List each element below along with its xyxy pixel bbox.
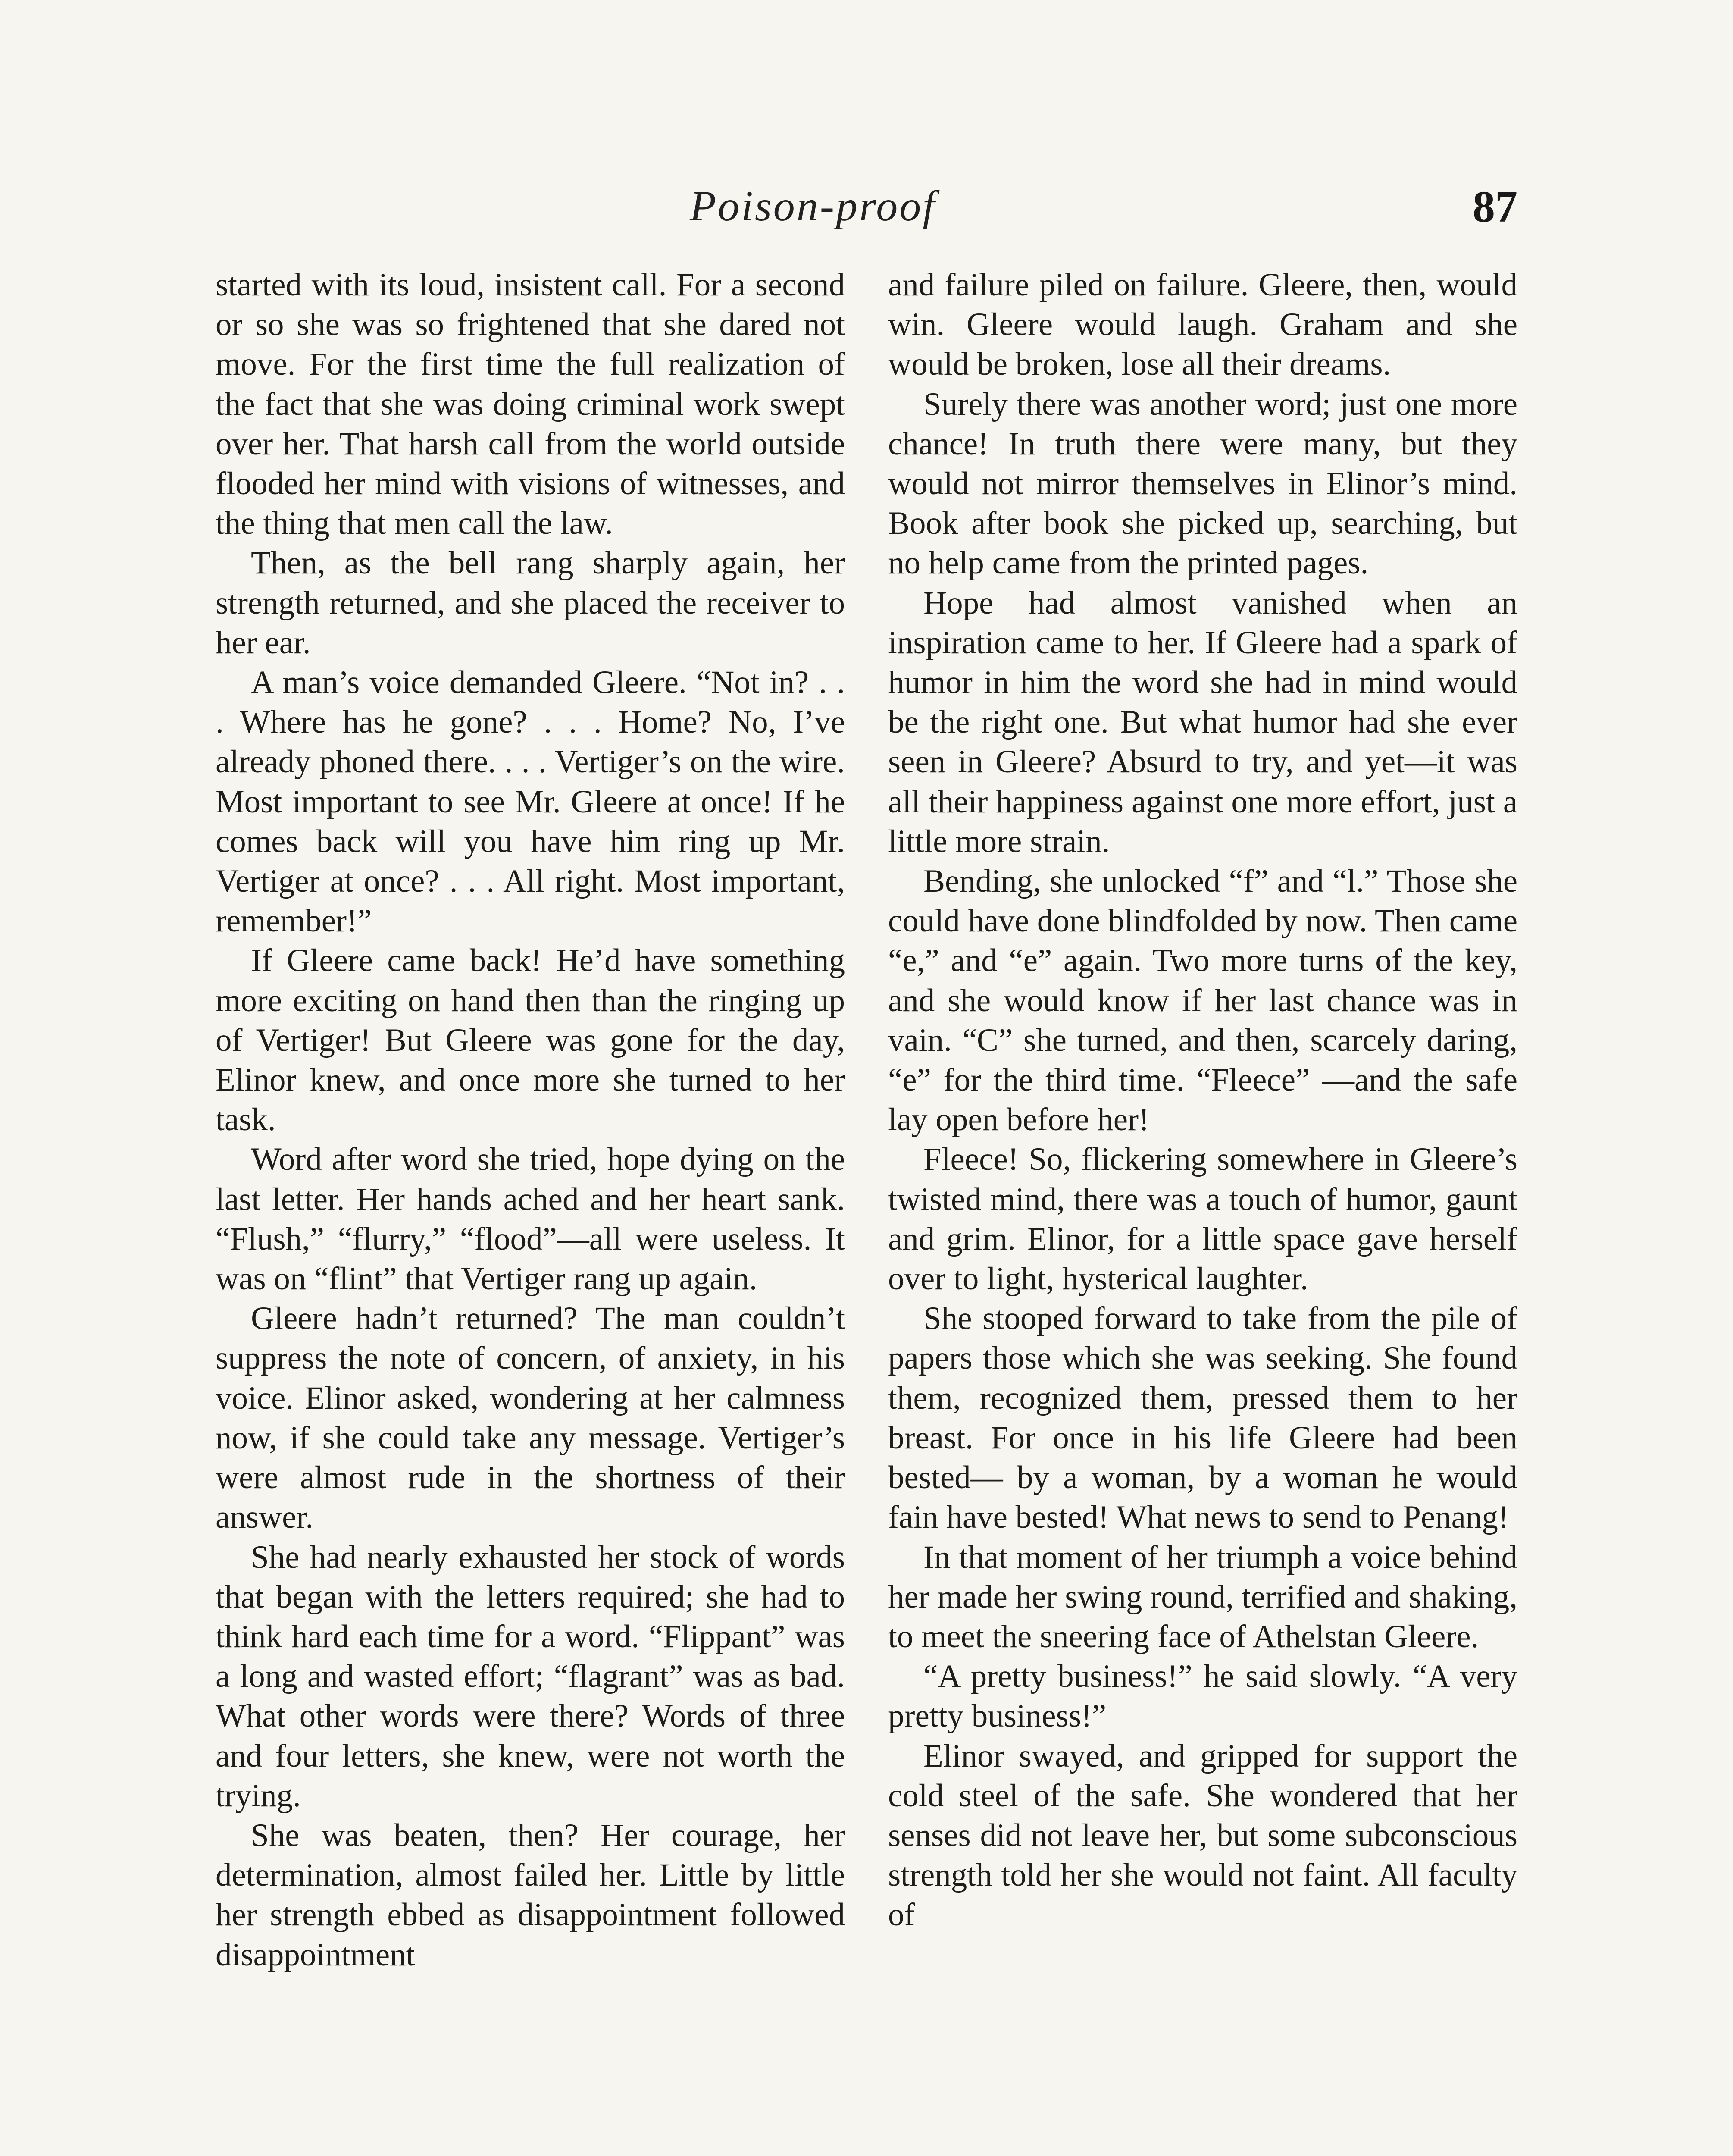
- paragraph: If Gleere came back! He’d have something more exciting on hand then than the ringing up of Vertiger! But Gleere was gone for the day, Elinor knew, and once more she turned to her task.: [216, 943, 845, 1138]
- paragraph: and failure piled on failure. Gleere, then, would win. Gleere would laugh. Graham and she would be broken, lose all their dreams.: [888, 267, 1517, 382]
- paragraph: Bending, she unlocked “f” and “l.” Those she could have done blindfolded by now. Then came “e,” and “e” again. Two more turns of the key, and she would know if her last chance was in vain. “C” she turned, and then, scarcely daring, “e” for the third time. “Fleece” —and the safe lay open before her!: [888, 863, 1518, 1138]
- paragraph: A man’s voice demanded Gleere. “Not in? . . . Where has he gone? . . . Home? No, I’ve already phoned there. . . . Vertiger’s on the wire. Most important to see Mr. Gleere at once! If he comes back will you have him ring up Mr. Vertiger at once? . . . All right. Most important, remember!”: [216, 664, 845, 939]
- paragraph: “A pretty business!” he said slowly. “A very pretty business!”: [888, 1658, 1517, 1734]
- paragraph: Word after word she tried, hope dying on the last letter. Her hands ached and her heart sank. “Flush,” “flurry,” “flood”—all were useless. It was on “flint” that Vertiger rang up again.: [216, 1141, 845, 1297]
- paragraph: In that moment of her triumph a voice behind her made her swing round, terrified and shaking, to meet the sneering face of Athelstan Gleere.: [888, 1539, 1517, 1655]
- paragraph: Gleere hadn’t returned? The man couldn’t suppress the note of concern, of anxiety, in his voice. Elinor asked, wondering at her calmness now, if she could take any message. Vertiger’s were almost rude in the shortness of their answer.: [216, 1300, 845, 1536]
- paragraph: started with its loud, insistent call. For a second or so she was so frightened that she dared not move. For the first time the full realization of the fact that she was doing criminal work swept over her. That harsh call from the world outside flooded her mind with visions of witnesses, and the thing that men call the law.: [216, 267, 845, 542]
- right-column: [888, 265, 1517, 1935]
- paragraph: Surely there was another word; just one more chance! In truth there were many, but they would not mirror themselves in Elinor’s mind. Book after book she picked up, searching, but no help came from the printed pages.: [888, 386, 1517, 581]
- paragraph: Hope had almost vanished when an inspiration came to her. If Gleere had a spark of humor in him the word she had in mind would be the right one. But what humor had she ever seen in Gleere? Absurd to try, and yet—it was all their happiness against one more effort, just a little more strain.: [888, 585, 1517, 859]
- left-column: [216, 265, 845, 1975]
- paragraph: She was beaten, then? Her courage, her determination, almost failed her. Little by little her strength ebbed as disappointment followed disappointment: [216, 1817, 845, 1973]
- paragraph: She had nearly exhausted her stock of words that began with the letters required; she had to think hard each time for a word. “Flippant” was a long and wasted effort; “flagrant” was as bad. What other words were there? Words of three and four letters, she knew, were not worth the trying.: [216, 1539, 845, 1814]
- page-number: 87: [1473, 182, 1517, 232]
- paragraph: She stooped forward to take from the pile of papers those which she was seeking. She found them, recognized them, pressed them to her breast. For once in his life Gleere had been bested— by a woman, by a woman he would fain have bested! What news to send to Penang!: [888, 1300, 1517, 1536]
- paragraph: Elinor swayed, and gripped for support the cold steel of the safe. She wondered that her senses did not leave her, but some subconscious strength told her she would not faint. All faculty of: [888, 1738, 1517, 1933]
- paragraph: Then, as the bell rang sharply again, her strength returned, and she placed the receiver to her ear.: [216, 545, 845, 661]
- paragraph: Fleece! So, flickering somewhere in Gleere’s twisted mind, there was a touch of humor, gaunt and grim. Elinor, for a little space gave herself over to light, hysterical laughter.: [888, 1141, 1517, 1297]
- running-title: Poison-proof: [690, 182, 937, 230]
